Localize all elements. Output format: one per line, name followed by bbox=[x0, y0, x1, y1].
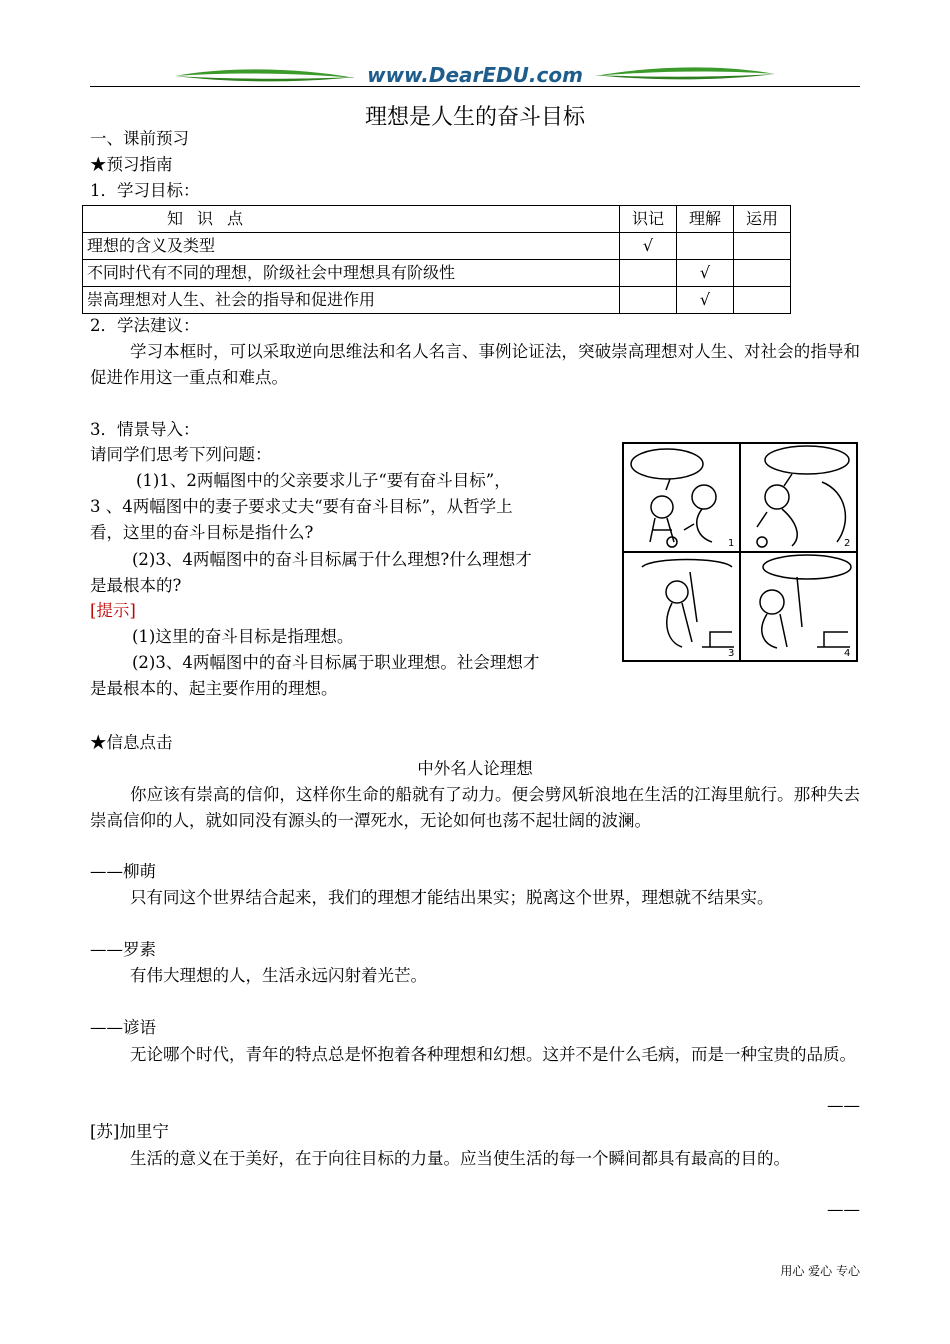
comic-panel-number: 1 bbox=[728, 538, 735, 549]
table-cell-apply bbox=[734, 260, 791, 287]
table-cell-understand: √ bbox=[677, 260, 734, 287]
quote-author: ——谚语 bbox=[90, 1018, 156, 1037]
table-cell-memorize bbox=[620, 287, 677, 314]
table-row bbox=[83, 287, 791, 314]
scene-heading: 3．情景导入： bbox=[90, 420, 200, 439]
question-1-line-1: (1)1、2两幅图中的父亲要求儿子“要有奋斗目标”， bbox=[136, 471, 511, 490]
quote-author: ——柳萌 bbox=[90, 862, 156, 881]
scene-intro: 请同学们思考下列问题： bbox=[90, 445, 272, 464]
footer-motto: 用心 爱心 专心 bbox=[780, 1264, 860, 1278]
answer-2-line-2: 是最根本的、起主要作用的理想。 bbox=[90, 679, 338, 698]
info-heading: ★信息点击 bbox=[90, 733, 173, 752]
question-1-line-3: 看，这里的奋斗目标是指什么? bbox=[90, 523, 314, 542]
quote-text: 只有同这个世界结合起来，我们的理想才能结出果实；脱离这个世界，理想就不结果实。 bbox=[130, 888, 774, 907]
answer-1: (1)这里的奋斗目标是指理想。 bbox=[132, 627, 354, 646]
header-divider bbox=[90, 86, 860, 87]
answer-2-line-1: (2)3、4两幅图中的奋斗目标属于职业理想。社会理想才 bbox=[132, 653, 540, 672]
comic-panel-number: 2 bbox=[844, 538, 851, 549]
table-cell-apply bbox=[734, 287, 791, 314]
quote-dash: —— bbox=[827, 1200, 860, 1219]
quote-text: 你应该有崇高的信仰，这样你生命的船就有了动力。便会劈风斩浪地在生活的江海里航行。那种失去崇高信仰的人，就如同没有源头的一潭死水，无论如何也荡不起壮阔的波澜。 bbox=[90, 785, 860, 830]
table-header-apply: 运用 bbox=[734, 206, 791, 233]
goals-heading: 1．学习目标： bbox=[90, 181, 200, 200]
table-cell-topic: 崇高理想对人生、社会的指导和促进作用 bbox=[83, 287, 620, 314]
page-title: 理想是人生的奋斗目标 bbox=[364, 105, 585, 130]
quote-text: 生活的意义在于美好，在于向往目标的力量。应当使生活的每一个瞬间都具有最高的目的。 bbox=[130, 1149, 790, 1168]
table-header-understand: 理解 bbox=[677, 206, 734, 233]
comic-panel-number: 3 bbox=[728, 648, 735, 659]
table-header-row bbox=[83, 206, 791, 233]
guide-heading: ★预习指南 bbox=[90, 155, 173, 174]
table-cell-memorize bbox=[620, 260, 677, 287]
method-text: 学习本框时，可以采取逆向思维法和名人名言、事例论证法，突破崇高理想对人生、对社会的指导和促进作用这一重点和难点。 bbox=[90, 342, 860, 387]
comic-illustration bbox=[622, 442, 858, 662]
table-row bbox=[83, 260, 791, 287]
quote-author: ——罗素 bbox=[90, 940, 156, 959]
hint-label: [提示] bbox=[90, 601, 136, 620]
quotes-title: 中外名人论理想 bbox=[417, 759, 533, 778]
quote-author: [苏]加里宁 bbox=[90, 1122, 169, 1141]
site-logo bbox=[170, 62, 780, 88]
table-header-memorize: 识记 bbox=[620, 206, 677, 233]
table-row bbox=[83, 233, 791, 260]
table-header-topic: 知识点 bbox=[83, 206, 620, 233]
quote-text: 有伟大理想的人，生活永远闪射着光芒。 bbox=[130, 966, 427, 985]
site-logo-text: www.DearEDU.com bbox=[367, 63, 583, 87]
method-heading: 2．学法建议： bbox=[90, 316, 200, 335]
quote-dash: —— bbox=[827, 1096, 860, 1115]
comic-panel-number: 4 bbox=[844, 648, 851, 659]
table-cell-understand bbox=[677, 233, 734, 260]
question-2-line-2: 是最根本的? bbox=[90, 576, 182, 595]
table-cell-understand: √ bbox=[677, 287, 734, 314]
table-cell-apply bbox=[734, 233, 791, 260]
question-1-line-2: 3 、4两幅图中的妻子要求丈夫“要有奋斗目标”，从哲学上 bbox=[90, 497, 513, 516]
learning-goals-table bbox=[82, 205, 791, 314]
section-preview: 一、课前预习 bbox=[90, 129, 189, 148]
table-cell-memorize: √ bbox=[620, 233, 677, 260]
table-cell-topic: 理想的含义及类型 bbox=[83, 233, 620, 260]
table-cell-topic: 不同时代有不同的理想，阶级社会中理想具有阶级性 bbox=[83, 260, 620, 287]
quote-text: 无论哪个时代，青年的特点总是怀抱着各种理想和幻想。这并不是什么毛病，而是一种宝贵的品质。 bbox=[130, 1045, 856, 1064]
question-2-line-1: (2)3、4两幅图中的奋斗目标属于什么理想?什么理想才 bbox=[132, 550, 532, 569]
